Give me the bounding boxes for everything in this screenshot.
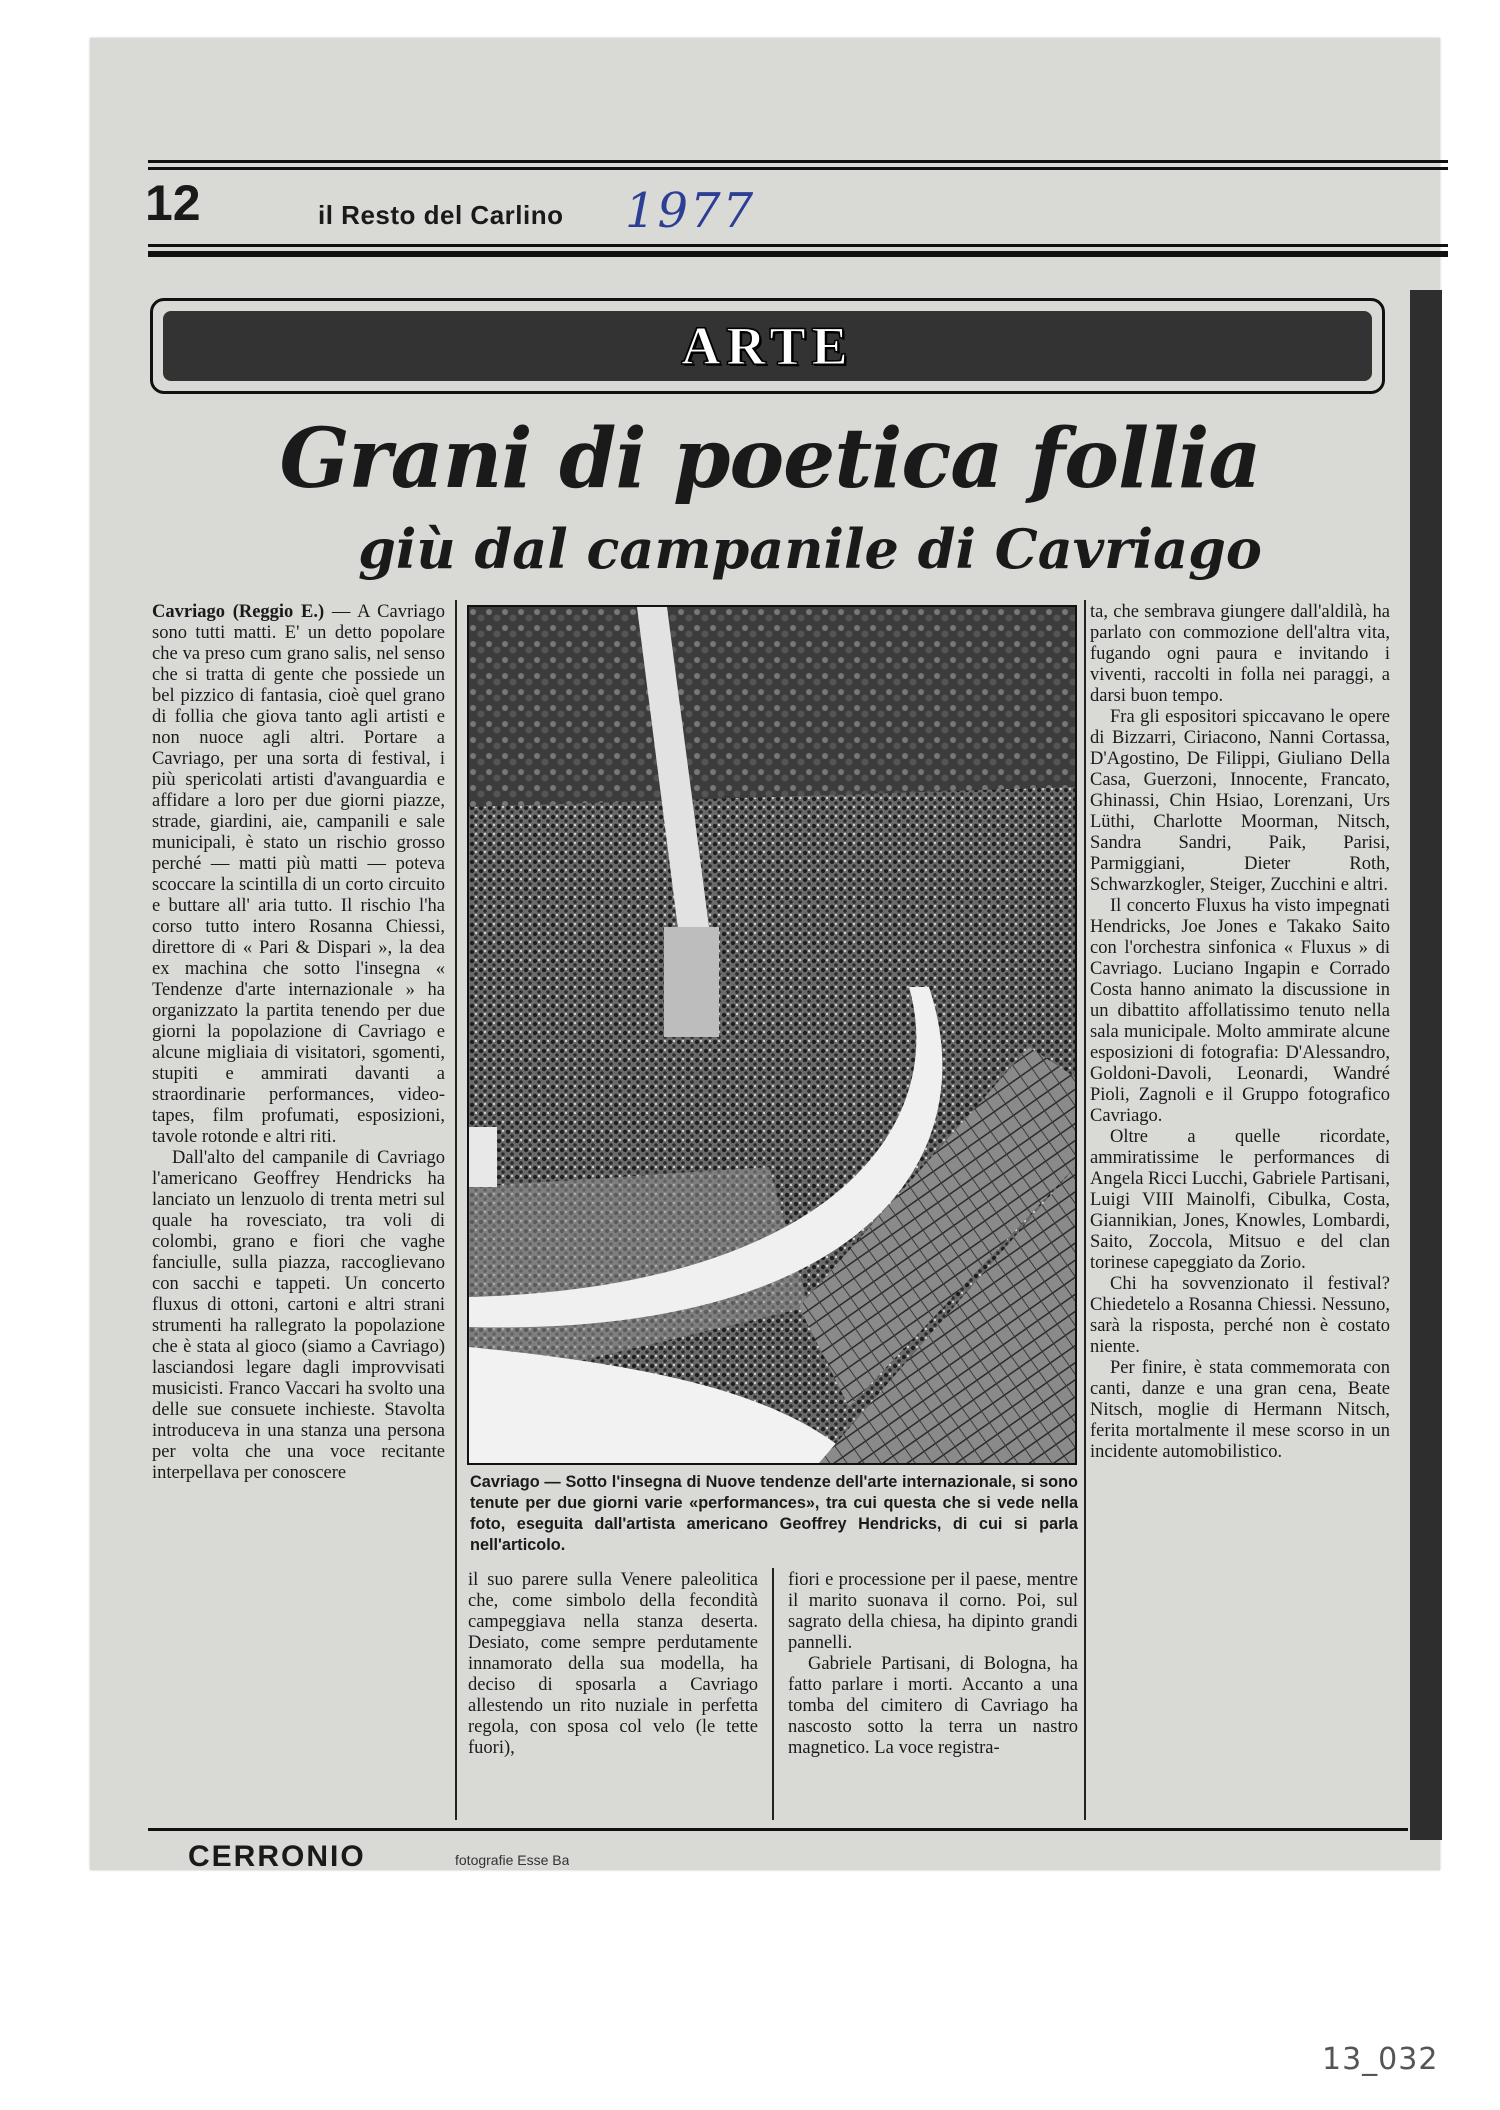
photo-caption: Cavriago — Sotto l'insegna di Nuove tendenze dell'arte internazionale, si sono tenute per due giorni varie «performances», tra cui questa che si vede nella foto, eseguita dall'artista americano Geoffrey Hendricks, di cui si parla nell'articolo. — [470, 1473, 1078, 1554]
article-paragraph: Chi ha sovvenzionato il festival? Chiedetelo a Rosanna Chiessi. Nessuno, sarà la risposta, perché non è costato niente. — [1090, 1274, 1390, 1357]
article-column-right — [1090, 602, 1390, 1463]
adjacent-column-edge — [1410, 290, 1442, 1840]
header-rule-2 — [148, 251, 1448, 257]
subheadline: giù dal campanile di Cavriago — [358, 517, 1262, 581]
article-paragraph: Il concerto Fluxus ha visto impegnati Hendricks, Joe Jones e Takako Saito con l'orchestra sinfonica « Fluxus » di Cavriago. Luciano Ingapin e Corrado Costa hanno animato la discussione in un dibattito affollatissimo tenuto nella sala municipale. Molto ammirate alcune esposizioni di fotografia: D'Alessandro, Goldoni-Davoli, Leonardi, Wandré Pioli, Zagnoli e il Gruppo fotografico Cavriago. — [1090, 896, 1390, 1126]
article-paragraph: Gabriele Partisani, di Bologna, ha fatto parlare i morti. Accanto a una tomba del cimitero di Cavriago ha nascosto sotto la terra un nastro magnetico. La voce registra- — [788, 1654, 1078, 1758]
cut-off-headline: CERRONIO — [188, 1840, 366, 1870]
section-banner — [150, 298, 1385, 394]
top-rule-2 — [148, 167, 1448, 170]
article-paragraph: Dall'alto del campanile di Cavriago l'americano Geoffrey Hendricks ha lanciato un lenzuolo di trenta metri sul quale ha rovesciato, tra voli di colombi, grano e fiori che vaghe fanciulle, sulla piazza, raccoglievano con sacchi e tappeti. Un concerto fluxus di ottoni, cartoni e altri strani strumenti ha rallegrato la popolazione che è stata al gioco (siamo a Cavriago) lasciandosi legare dagli improvvisati musicisti. Franco Vaccari ha svolto una delle sue consuete inchieste. Stavolta introduceva in una stanza una persona per volta che una voce recitante interpellava per conoscere — [152, 1148, 445, 1483]
article-column-mid-1 — [468, 1570, 758, 1759]
article-paragraph: ta, che sembrava giungere dall'aldilà, ha parlato con commozione dell'altra vita, fugando ogni paura e invitando i viventi, raccolti in folla nei paraggi, a darsi buon tempo. — [1090, 602, 1390, 706]
page-number: 12 — [145, 175, 201, 231]
article-paragraph: Fra gli espositori spiccavano le opere di Bizzarri, Ciriacono, Nanni Cortassa, D'Agostino, De Filippi, Giuliano Della Casa, Guerzoni, Innocente, Francato, Ghinassi, Chin Hsiao, Lorenzani, Urs Lüthi, Charlotte Moorman, Nitsch, Sandra Sandri, Paik, Parisi, Parmiggiani, Dieter Roth, Schwarzkogler, Steiger, Zucchini e altri. — [1090, 707, 1390, 895]
header-rule-1 — [148, 244, 1448, 247]
section-label: ARTE — [681, 316, 854, 376]
article-column-left — [152, 602, 445, 1484]
article-photo — [467, 605, 1077, 1465]
top-rule-1 — [148, 160, 1448, 163]
cut-off-credit: fotografie Esse Ba — [455, 1852, 570, 1868]
newspaper-name: il Resto del Carlino — [318, 200, 564, 230]
section-banner-inner — [163, 311, 1372, 381]
article-column-mid-2 — [788, 1570, 1078, 1759]
article-paragraph: fiori e processione per il paese, mentre il marito suonava il corno. Poi, sul sagrato della chiesa, ha dipinto grandi pannelli. — [788, 1570, 1078, 1653]
handwritten-year: 1977 — [625, 183, 756, 239]
monument-base — [664, 927, 719, 1037]
article-paragraph: Oltre a quelle ricordate, ammiratissime le performances di Angela Ricci Lucchi, Gabriele Partisani, Luigi VIII Mainolfi, Cibulka, Costa, Giannikian, Jones, Knowles, Lombardi, Saito, Zoccola, Mitsuo e del clan torinese capeggiato da Zorio. — [1090, 1127, 1391, 1273]
article-paragraph: Cavriago (Reggio E.) — A Cavriago sono tutti matti. E' un detto popolare che va preso cum grano salis, nel senso che si tratta di gente che possiede un bel pizzico di fantasia, cioè quel grano di follia che giova tanto agli artisti e non nuoce agli altri. Portare a Cavriago, per una sorta di festival, i più spericolati artisti d'avanguardia e affidare a loro per due giorni piazze, strade, giardini, aie, campanili e sale municipali, è stato un rischio grosso perché — matti più matti — poteva scoccare la scintilla di un corto circuito e buttare all' aria tutto. Il rischio l'ha corso tutto intero Rosanna Chiessi, direttore di « Pari & Dispari », la dea ex machina che sotto l'insegna « Tendenze d'arte internazionale » ha organizzato la partita tenendo per due giorni la popolazione di Cavriago e alcune migliaia di visitatori, sgomenti, stupiti e ammirati davanti a straordinarie performances, video-tapes, film profumati, esposizioni, tavole rotonde e altri riti. — [152, 602, 445, 1147]
article-paragraph: Per finire, è stata commemorata con canti, danze e una gran cena, Beate Nitsch, moglie di Hermann Nitsch, ferita mortalmente il mese scorso in un incidente automobilistico. — [1090, 1358, 1390, 1462]
column-rule — [1084, 600, 1086, 1820]
crowd-photo-illustration — [469, 607, 1075, 1463]
dateline: Cavriago (Reggio E.) — [152, 602, 325, 622]
bottom-rule — [148, 1828, 1408, 1831]
column-rule — [772, 1568, 774, 1820]
archive-number: 13_032 — [1322, 2042, 1439, 2077]
article-paragraph: il suo parere sulla Venere paleolitica che, come simbolo della fecondità campeggiava nella stanza deserta. Desiato, come sempre perdutamente innamorato della sua modella, ha deciso di sposarla a Cavriago allestendo un rito nuziale in perfetta regola, con sposa col velo (le tette fuori), — [468, 1570, 758, 1758]
column-rule — [455, 600, 457, 1820]
headline: Grani di poetica follia — [279, 411, 1261, 507]
parked-car — [469, 1127, 497, 1187]
